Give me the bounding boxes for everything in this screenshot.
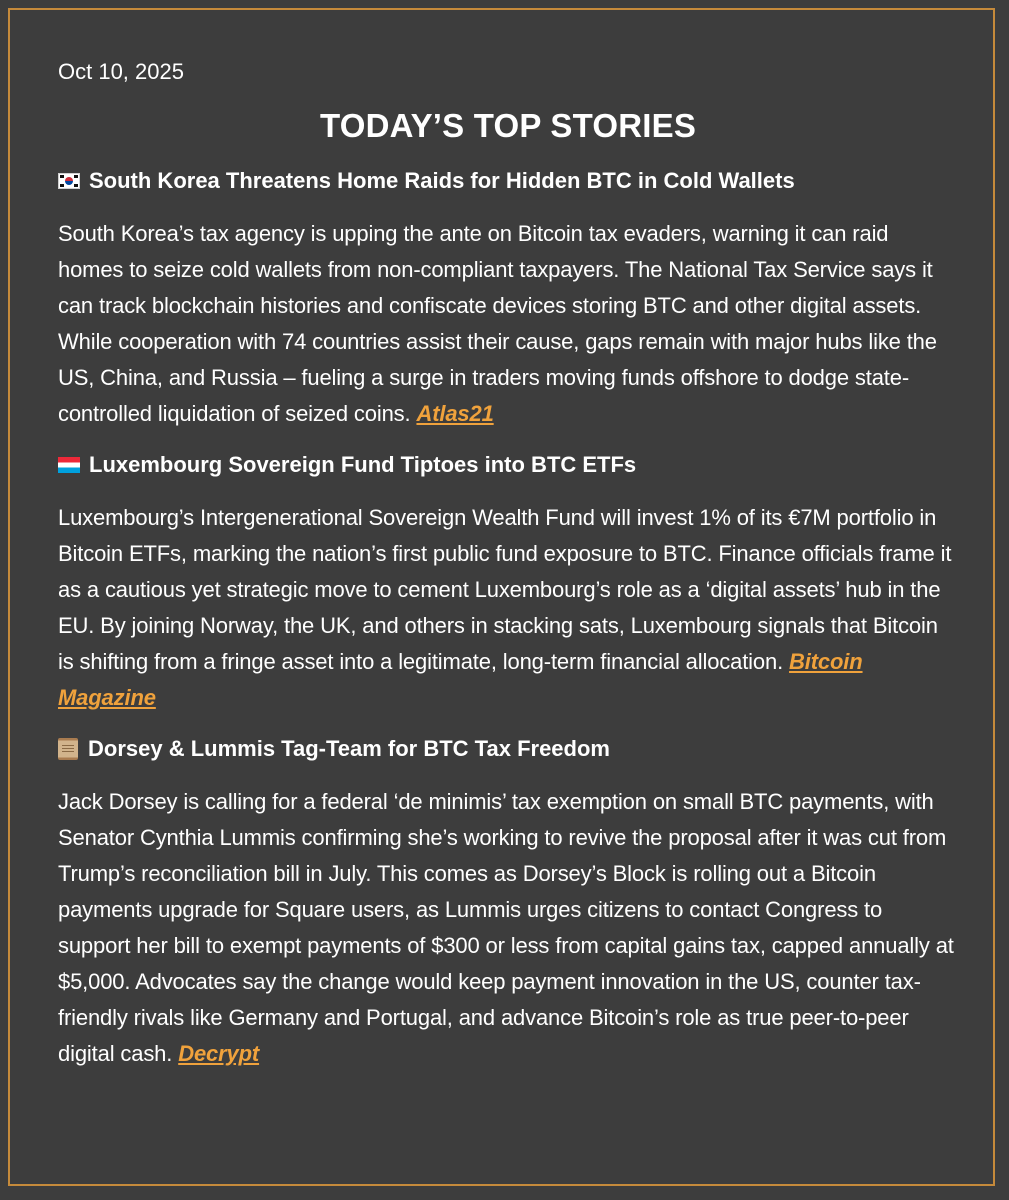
story-headline [58,450,958,480]
story-headline-text: Luxembourg Sovereign Fund Tiptoes into BTC ETFs [89,452,637,477]
story-south-korea [58,166,958,432]
luxembourg-flag-icon [58,457,80,473]
story-body-text: Jack Dorsey is calling for a federal ‘de minimis’ tax exemption on small BTC payments, with Senator Cynthia Lummis confirming she’s working to revive the proposal after it was cut from Trump’s reconciliation bill in July. This comes as Dorsey’s Block is rolling out a Bitcoin payments upgrade for Square users, as Lummis urges citizens to contact Congress to support her bill to exempt payments of $300 or less from capital gains tax, capped annually at $5,000. Advocates say the change would keep payment innovation in the US, counter tax-friendly rivals like Germany and Portugal, and advance Bitcoin’s role as true peer-to-peer digital cash. [58,789,954,1066]
story-luxembourg [58,450,958,716]
story-headline [58,166,958,196]
source-link-atlas21[interactable]: Atlas21 [416,401,494,426]
issue-date: Oct 10, 2025 [58,59,184,84]
story-headline-text: Dorsey & Lummis Tag-Team for BTC Tax Freedom [88,736,610,761]
newsletter-frame [8,8,995,1186]
story-headline-text: South Korea Threatens Home Raids for Hidden BTC in Cold Wallets [89,168,795,193]
story-body [58,784,958,1072]
source-link-bitcoin-magazine[interactable]: Bitcoin Magazine [58,649,863,710]
story-body [58,216,958,432]
story-headline [58,734,958,764]
story-dorsey-lummis [58,734,958,1072]
source-link-decrypt[interactable]: Decrypt [178,1041,260,1066]
story-body [58,500,958,716]
newsletter-content [58,58,958,1090]
story-body-text: Luxembourg’s Intergenerational Sovereign Wealth Fund will invest 1% of its €7M portfolio in Bitcoin ETFs, marking the nation’s first public fund exposure to BTC. Finance officials frame it as a cautious yet strategic move to cement Luxembourg’s role as a ‘digital assets’ hub in the EU. By joining Norway, the UK, and others in stacking sats, Luxembourg signals that Bitcoin is shifting from a fringe asset into a legitimate, long-term financial allocation. [58,505,952,674]
story-body-text: South Korea’s tax agency is upping the ante on Bitcoin tax evaders, warning it can raid homes to seize cold wallets from non-compliant taxpayers. The National Tax Service says it can track blockchain histories and confiscate devices storing BTC and other digital assets. While cooperation with 74 countries assist their cause, gaps remain with major hubs like the US, China, and Russia – fueling a surge in traders moving funds offshore to dodge state-controlled liquidation of seized coins. [58,221,937,426]
page-title: TODAY’S TOP STORIES [319,107,697,144]
south-korea-flag-icon [58,173,80,189]
scroll-icon [58,738,78,760]
